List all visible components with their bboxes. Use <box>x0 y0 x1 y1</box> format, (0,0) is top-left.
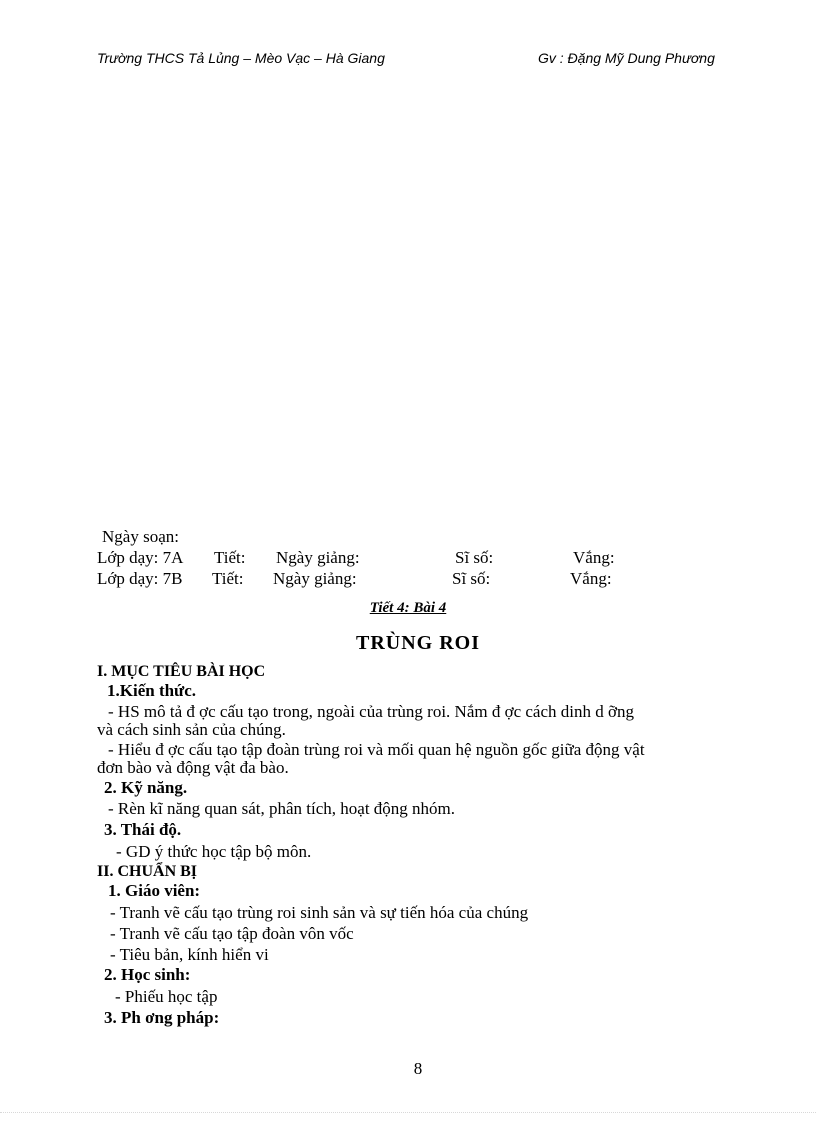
row2-ngay-giang: Ngày giảng: <box>273 569 357 588</box>
row1-ngay-giang: Ngày giảng: <box>276 548 360 567</box>
section-muc-tieu: I. MỤC TIÊU BÀI HỌC <box>97 663 266 680</box>
row1-tiet: Tiết: <box>214 548 246 567</box>
header-teacher: Gv : Đặng Mỹ Dung Phương <box>538 50 715 66</box>
row2-tiet: Tiết: <box>212 569 244 588</box>
subsection-hoc-sinh: 2. Học sinh: <box>104 965 191 984</box>
section-chuan-bi: II. CHUẨN BỊ <box>97 863 198 880</box>
row1-vang: Vắng: <box>573 548 615 567</box>
page-number: 8 <box>413 1059 423 1078</box>
row2-si-so: Sĩ số: <box>452 569 491 588</box>
subsection-phuong-phap: 3. Ph ơng pháp: <box>104 1008 220 1027</box>
row2-lop: Lớp dạy: 7B <box>97 569 183 588</box>
row1-lop: Lớp dạy: 7A <box>97 548 184 567</box>
row2-vang: Vắng: <box>570 569 612 588</box>
bullet-1-line-2: và cách sinh sản của chúng. <box>97 720 286 739</box>
lesson-title: TRÙNG ROI <box>355 632 480 654</box>
ngay-soan-label: Ngày soạn: <box>102 527 179 546</box>
subsection-kien-thuc: 1.Kiến thức. <box>107 681 197 700</box>
bullet-2-line-2: đơn bào và động vật đa bào. <box>97 758 289 777</box>
bullet-6: - Tranh vẽ cấu tạo tập đoàn vôn vốc <box>110 924 354 943</box>
bullet-1-line-1: - HS mô tả đ ợc cấu tạo trong, ngoài của trùng roi. Nắm đ ợc cách dinh d ỡng <box>108 702 634 721</box>
header-school: Trường THCS Tả Lủng – Mèo Vạc – Hà Giang <box>97 50 385 66</box>
subsection-giao-vien: 1. Giáo viên: <box>108 881 201 900</box>
bullet-3: - Rèn kĩ năng quan sát, phân tích, hoạt động nhóm. <box>108 799 456 818</box>
bullet-5: - Tranh vẽ cấu tạo trùng roi sinh sản và sự tiến hóa của chúng <box>110 903 529 922</box>
subsection-ky-nang: 2. Kỹ năng. <box>104 778 188 797</box>
row1-si-so: Sĩ số: <box>455 548 494 567</box>
footer-divider <box>0 1112 816 1113</box>
bullet-2-line-1: - Hiểu đ ợc cấu tạo tập đoàn trùng roi và mối quan hệ nguồn gốc giữa động vật <box>108 740 645 759</box>
subsection-thai-do: 3. Thái độ. <box>104 820 182 839</box>
lesson-number: Tiết 4: Bài 4 <box>369 600 447 616</box>
bullet-8: - Phiếu học tập <box>115 987 218 1006</box>
bullet-7: - Tiêu bản, kính hiển vi <box>110 945 269 964</box>
bullet-4: - GD ý thức học tập bộ môn. <box>116 842 312 861</box>
